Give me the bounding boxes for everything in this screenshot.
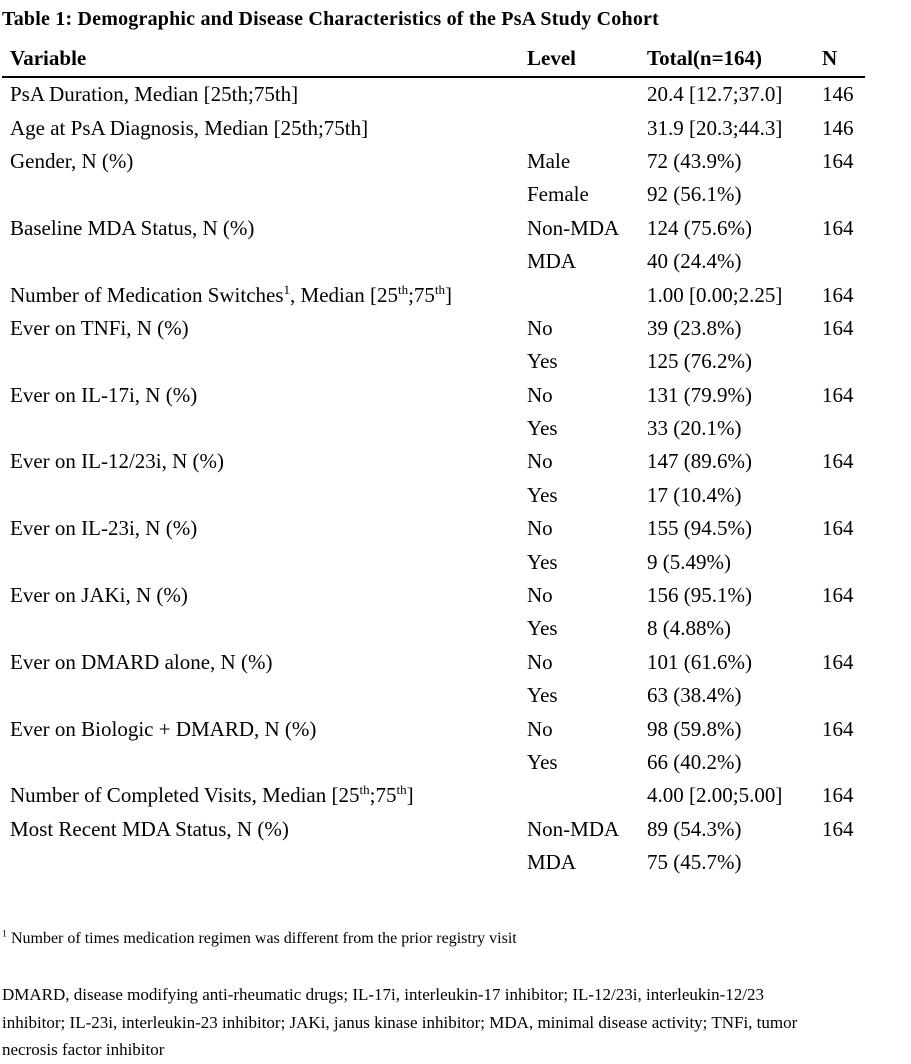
total-cell: 155 (94.5%)	[647, 516, 752, 541]
total-cell: 72 (43.9%)	[647, 148, 742, 173]
level-cell: Male	[527, 148, 571, 173]
table-row	[2, 145, 865, 178]
n-cell	[822, 746, 865, 779]
variable-cell: Ever on IL-23i, N (%)	[10, 516, 198, 541]
level-cell: Yes	[527, 416, 558, 441]
level-cell: Yes	[527, 549, 558, 574]
variable-cell: Ever on Biologic + DMARD, N (%)	[10, 716, 317, 741]
total-cell: 124 (75.6%)	[647, 215, 752, 240]
footnote-abbreviations: DMARD, disease modifying anti-rheumatic drugs; IL-17i, interleukin-17 inhibitor; IL-12/23i, interleukin-12/23 inhibitor; IL-23i, interleukin-23 inhibitor; JAKi, janus kinase inhibitor; MDA, minimal disease activity; TNFi, tumor necrosis factor inhibitor	[2, 985, 798, 1060]
table-row	[2, 111, 865, 144]
level-cell: No	[527, 583, 553, 608]
n-cell	[822, 178, 865, 211]
level-cell: MDA	[527, 850, 577, 875]
table-row	[2, 646, 865, 679]
table-row	[2, 512, 865, 545]
total-cell: 66 (40.2%)	[647, 750, 742, 774]
level-cell	[527, 278, 647, 311]
n-cell: 164	[822, 148, 854, 173]
level-cell: Yes	[527, 683, 558, 708]
level-cell: Yes	[527, 750, 558, 774]
table-row	[2, 746, 865, 779]
total-cell: 1.00 [0.00;2.25]	[647, 282, 783, 307]
table-row	[2, 579, 865, 612]
table-row	[2, 379, 865, 412]
variable-cell	[2, 679, 527, 712]
level-cell: No	[527, 516, 553, 541]
total-cell: 89 (54.3%)	[647, 816, 742, 841]
total-cell: 63 (38.4%)	[647, 683, 742, 708]
level-cell	[527, 111, 647, 144]
table-row	[2, 679, 865, 712]
table-row	[2, 545, 865, 578]
table-header	[2, 46, 865, 77]
variable-cell	[2, 345, 527, 378]
header-total: Total(n=164)	[647, 46, 763, 70]
variable-cell: Ever on DMARD alone, N (%)	[10, 649, 273, 674]
total-cell: 125 (76.2%)	[647, 349, 752, 374]
n-cell: 164	[822, 716, 854, 741]
table-row	[2, 278, 865, 311]
level-cell: Non-MDA	[527, 215, 620, 240]
table-row	[2, 445, 865, 478]
n-cell	[822, 545, 865, 578]
header-variable: Variable	[10, 46, 87, 70]
level-cell: Non-MDA	[527, 816, 620, 841]
table-row	[2, 612, 865, 645]
level-cell: Yes	[527, 616, 558, 641]
level-cell: No	[527, 716, 553, 741]
n-cell	[822, 245, 865, 278]
n-cell: 164	[822, 649, 854, 674]
total-cell: 9 (5.49%)	[647, 549, 731, 574]
level-cell: MDA	[527, 249, 577, 274]
variable-cell: Ever on TNFi, N (%)	[10, 315, 189, 340]
level-cell: Yes	[527, 482, 558, 507]
level-cell: No	[527, 315, 553, 340]
variable-cell	[2, 612, 527, 645]
table-row	[2, 412, 865, 445]
level-cell	[527, 77, 647, 111]
variable-cell: Most Recent MDA Status, N (%)	[10, 816, 289, 841]
table-row	[2, 312, 865, 345]
total-cell: 33 (20.1%)	[647, 416, 742, 441]
variable-cell: Baseline MDA Status, N (%)	[10, 215, 255, 240]
n-cell	[822, 612, 865, 645]
footnote-medication-switches: $^1$ Number of times medication regimen was different from the prior registry visit	[2, 929, 517, 948]
level-cell: Yes	[527, 349, 558, 374]
variable-cell: Age at PsA Diagnosis, Median [25th;75th]	[10, 115, 369, 140]
n-cell: 164	[822, 382, 854, 407]
level-cell: No	[527, 382, 553, 407]
total-cell: 156 (95.1%)	[647, 583, 752, 608]
total-cell: 92 (56.1%)	[647, 182, 742, 207]
n-cell	[822, 412, 865, 445]
variable-cell	[2, 746, 527, 779]
level-cell: No	[527, 449, 553, 474]
n-cell: 164	[822, 516, 854, 541]
total-cell: 75 (45.7%)	[647, 850, 742, 875]
n-cell	[822, 679, 865, 712]
header-level: Level	[527, 46, 576, 70]
total-cell: 39 (23.8%)	[647, 315, 742, 340]
total-cell: 147 (89.6%)	[647, 449, 752, 474]
variable-cell	[2, 545, 527, 578]
n-cell: 164	[822, 783, 854, 808]
variable-cell	[2, 245, 527, 278]
variable-cell: Number of Medication Switches$^1$, Median [25th;75th]	[10, 281, 453, 307]
table-row	[2, 178, 865, 211]
variable-cell	[2, 846, 527, 879]
demographics-table	[2, 46, 865, 879]
variable-cell: Ever on IL-17i, N (%)	[10, 382, 198, 407]
n-cell: 146	[822, 115, 854, 140]
n-cell: 164	[822, 282, 854, 307]
total-cell: 101 (61.6%)	[647, 649, 752, 674]
table-row	[2, 846, 865, 879]
variable-cell: PsA Duration, Median [25th;75th]	[10, 82, 299, 107]
table-title: Table 1: Demographic and Disease Characteristics of the PsA Study Cohort	[2, 8, 659, 30]
total-cell: 8 (4.88%)	[647, 616, 731, 641]
total-cell: 40 (24.4%)	[647, 249, 742, 274]
table-row	[2, 712, 865, 745]
variable-cell	[2, 412, 527, 445]
variable-cell: Ever on JAKi, N (%)	[10, 583, 188, 608]
n-cell: 164	[822, 215, 854, 240]
table-row	[2, 813, 865, 846]
table-row	[2, 212, 865, 245]
total-cell: 4.00 [2.00;5.00]	[647, 783, 783, 808]
total-cell: 98 (59.8%)	[647, 716, 742, 741]
level-cell	[527, 779, 647, 812]
table-row	[2, 77, 865, 111]
header-n: N	[822, 46, 838, 70]
n-cell: 164	[822, 583, 854, 608]
table-row	[2, 245, 865, 278]
n-cell	[822, 479, 865, 512]
variable-cell: Gender, N (%)	[10, 148, 134, 173]
table-body	[2, 77, 865, 879]
n-cell: 146	[822, 82, 854, 107]
total-cell: 17 (10.4%)	[647, 482, 742, 507]
variable-cell: Ever on IL-12/23i, N (%)	[10, 449, 225, 474]
level-cell: Female	[527, 182, 589, 207]
n-cell	[822, 345, 865, 378]
n-cell: 164	[822, 449, 854, 474]
n-cell	[822, 846, 865, 879]
total-cell: 20.4 [12.7;37.0]	[647, 82, 783, 107]
variable-cell	[2, 479, 527, 512]
total-cell: 31.9 [20.3;44.3]	[647, 115, 783, 140]
variable-cell: Number of Completed Visits, Median [25th;75th]	[10, 782, 414, 808]
table-row	[2, 345, 865, 378]
level-cell: No	[527, 649, 553, 674]
table-row	[2, 779, 865, 812]
n-cell: 164	[822, 816, 854, 841]
n-cell: 164	[822, 315, 854, 340]
table-row	[2, 479, 865, 512]
header-row	[2, 46, 865, 77]
variable-cell	[2, 178, 527, 211]
total-cell: 131 (79.9%)	[647, 382, 752, 407]
